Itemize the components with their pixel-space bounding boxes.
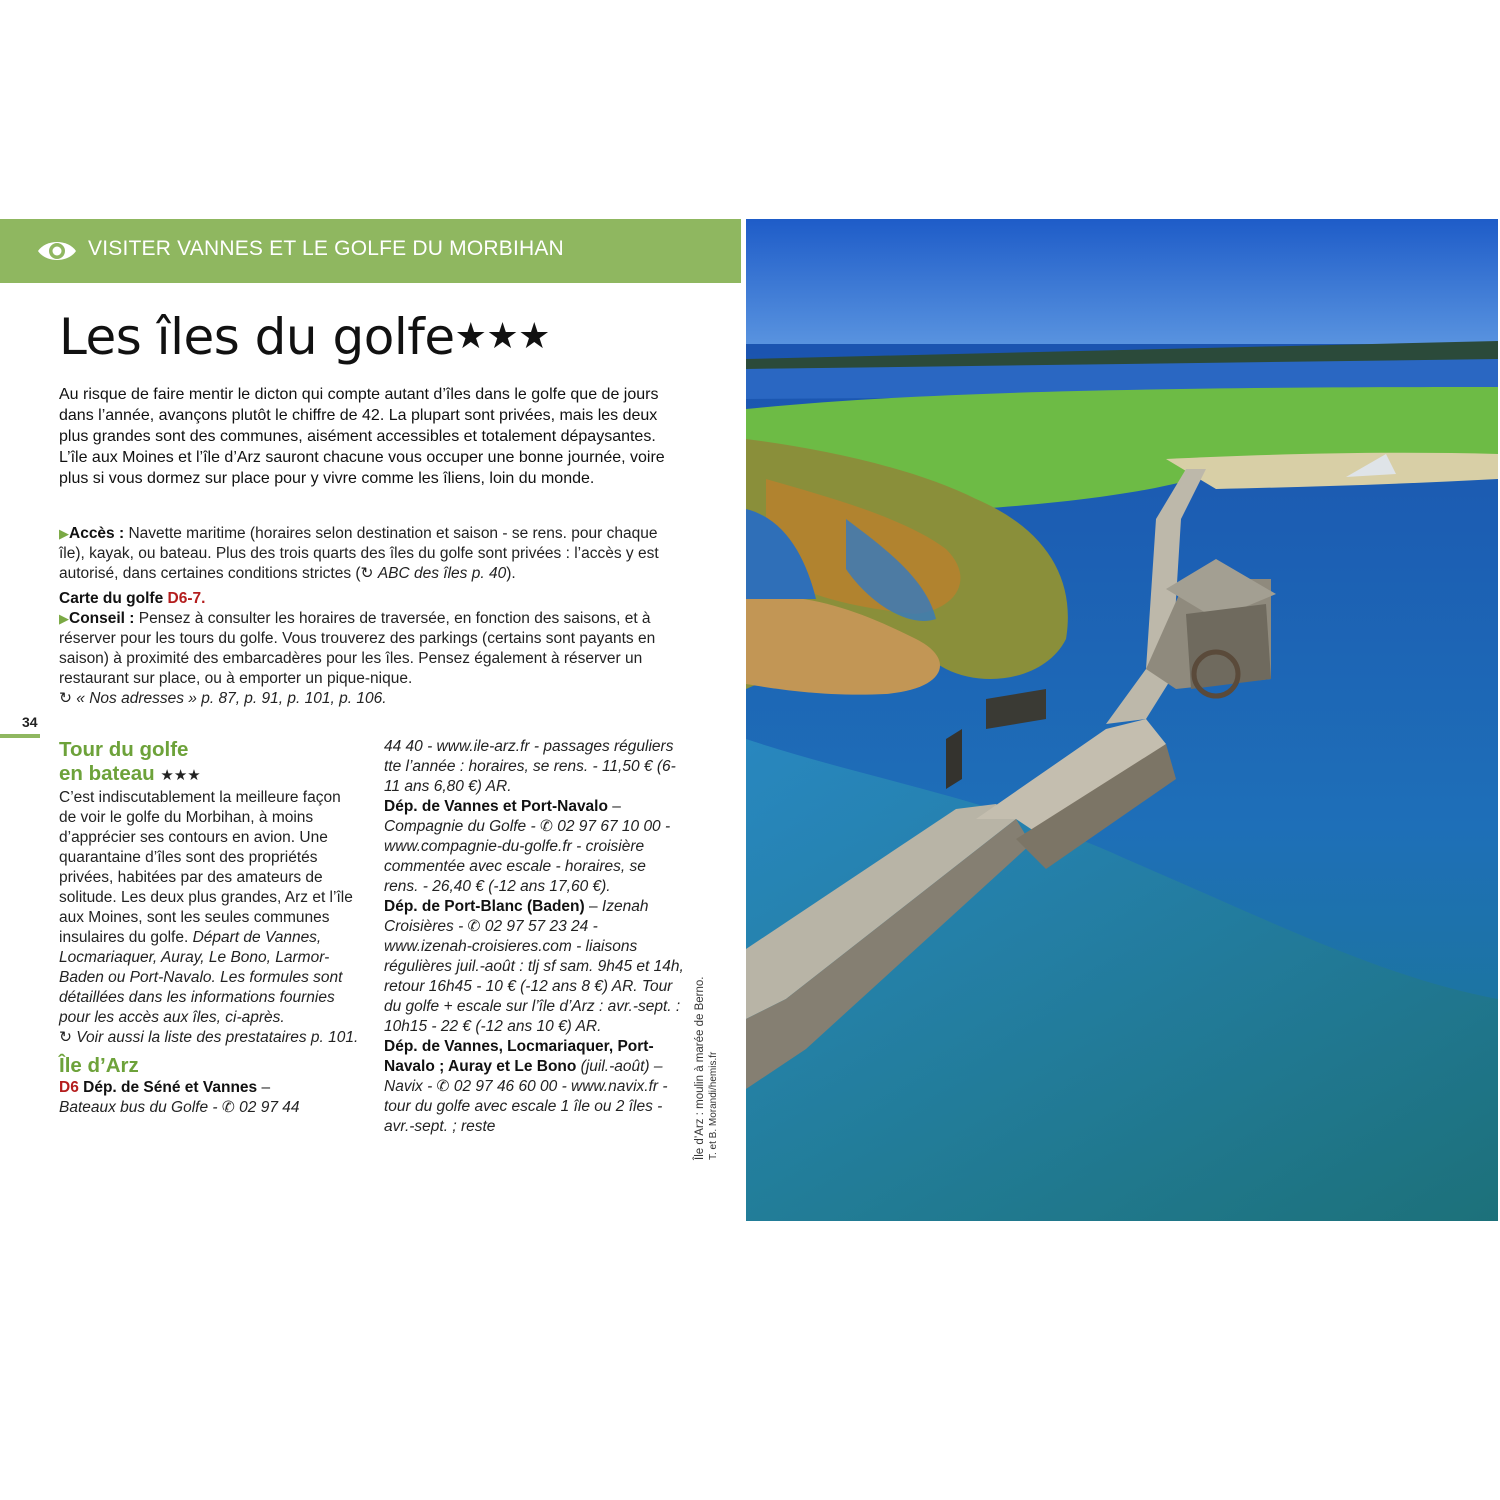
tour-body: C’est indiscutablement la meilleure façon de voir le golfe du Morbihan, à moins d’apprécier ses contours en avion. Une quarantaine d’îles sont des propriétés privées, habitées par des amateurs de solitude. Les deux plus grandes, Arz et l’île aux Moines, sont les seules communes insulaires du golfe. [59, 789, 353, 946]
acces-label: Accès : [69, 525, 125, 542]
page-title-text: Les îles du golfe [59, 308, 455, 366]
ile-arz-cont-text: 44 40 - www.ile-arz.fr - passages réguliers tte l’année : horaires, se rens. - 11,50 € (6-11 ans 6,80 €) AR. [384, 738, 676, 795]
d3-period: (juil.-août) [576, 1058, 650, 1075]
d2-text: 02 97 57 23 24 - www.izenah-croisieres.com - liaisons régulières juil.-août : tlj sf sam. 9h45 et 14h, retour 16h45 - 10 € (-12 ans 8 €) AR. Tour du golfe + escale sur l’île d’Arz : avr.-sept. : 10h15 - 22 € (-12 ans 10 €) AR. [384, 918, 684, 1035]
tour-heading [59, 738, 359, 788]
phone-icon: ✆ [436, 1078, 454, 1095]
d1-label: Dép. de Vannes et Port-Navalo [384, 798, 608, 815]
page-title [59, 308, 550, 366]
carte-ref: D6-7. [167, 590, 206, 607]
photo-ile-arz-tide-mill [746, 219, 1498, 1221]
column-right [384, 737, 684, 1137]
triangle-bullet-icon: ▶ [59, 611, 69, 626]
triangle-bullet-icon: ▶ [59, 526, 69, 541]
see-reference-icon: ↻ [59, 1029, 77, 1046]
ile-arz-dep: Dép. de Séné et Vannes [78, 1079, 258, 1096]
departure-port-blanc [384, 897, 684, 1037]
carte-label: Carte du golfe [59, 590, 168, 607]
acces-end: ). [506, 565, 516, 582]
page-number-bar [0, 734, 40, 738]
see-reference-icon: ↻ [360, 565, 378, 582]
intro-paragraph: Au risque de faire mentir le dicton qui compte autant d’îles dans le golfe que de jours dans l’année, avançons plutôt le chiffre de 42. La plupart sont privées, mais les deux plus grandes sont des communes, aisément accessibles et totalement dépaysantes. L’île aux Moines et l’île d’Arz sauront chacune vous occuper une bonne journée, voire plus si vous dormez sur place pour y vivre comme les îliens, loin du monde. [59, 386, 665, 487]
phone-icon: ✆ [539, 818, 558, 835]
section-banner [0, 219, 741, 283]
conseil-paragraph [59, 609, 679, 709]
ile-arz-heading: Île d’Arz [59, 1054, 139, 1077]
dash: – [607, 798, 621, 815]
ile-arz-company: Bateaux bus du Golfe - [59, 1099, 222, 1116]
photo-caption [693, 977, 721, 1160]
section-title: VISITER VANNES ET LE GOLFE DU MORBIHAN [88, 237, 564, 260]
eye-icon [36, 236, 78, 266]
d1-company: Compagnie du Golfe - [384, 818, 540, 835]
d1-text: 02 97 67 10 00 - www.compagnie-du-golfe.fr - croisière commentée avec escale - horaires, se rens. - 26,40 € (-12 ans 17,60 €). [384, 818, 671, 895]
conseil-text: Pensez à consulter les horaires de traversée, en fonction des saisons, et à réserver pour les tours du golfe. Vous trouverez des parkings (certains sont payants en saison) à proximité des embarcadères pour les îles. Pensez également à réserver un restaurant sur place, ou à emporter un pique-nique. [59, 610, 656, 687]
dash: – [257, 1079, 271, 1096]
tour-text [59, 788, 359, 1048]
conseil-label: Conseil : [69, 610, 135, 627]
see-reference-icon: ↻ [59, 690, 77, 707]
tour-stars: ★★★ [160, 767, 201, 784]
page-number: 34 [22, 714, 38, 730]
d3-text: 02 97 46 60 00 - www.navix.fr - tour du golfe avec escale 1 île ou 2 îles - avr.-sept. ; reste [384, 1078, 668, 1135]
carte-line [59, 589, 679, 609]
ile-arz-grid: D6 [59, 1079, 79, 1096]
dash: – [584, 898, 602, 915]
departure-navix [384, 1037, 684, 1137]
photo-credit: T. et B. Morandi/hemis.fr [708, 1051, 719, 1160]
photo-caption-text: Île d’Arz : moulin à marée de Berno. [694, 976, 706, 1160]
acces-paragraph [59, 524, 679, 584]
ile-arz-continued [384, 737, 684, 797]
rating-stars: ★★★ [454, 316, 550, 357]
tour-title-line1: Tour du golfe [59, 738, 189, 761]
d2-label: Dép. de Port-Blanc (Baden) [384, 898, 585, 915]
phone-icon: ✆ [221, 1099, 240, 1116]
aerial-photo-illustration [746, 219, 1498, 1221]
d2-company: Izenah Croisières - [384, 898, 649, 935]
tour-departures: Départ de Vannes, Locmariaquer, Auray, Le Bono, Larmor-Baden ou Port-Navalo. Les formules sont détaillées dans les informations fournies pour les accès aux îles, ci-après. [59, 929, 343, 1026]
tour-ref: Voir aussi la liste des prestataires p. 101. [76, 1029, 359, 1046]
conseil-ref: « Nos adresses » p. 87, p. 91, p. 101, p. 106. [76, 690, 387, 707]
d3-company: – Navix - [384, 1058, 663, 1095]
ile-arz-text [59, 1078, 359, 1118]
ile-arz-phone: 02 97 44 [239, 1099, 300, 1116]
phone-icon: ✆ [467, 918, 485, 935]
tour-title-line2: en bateau [59, 762, 155, 785]
acces-text: Navette maritime (horaires selon destination et saison - se rens. pour chaque île), kayak, ou bateau. Plus des trois quarts des îles du golfe sont privées : l’accès y est autorisé, dans certaines conditions strictes ( [59, 525, 659, 582]
column-left [59, 738, 359, 1118]
departure-vannes-port-navalo [384, 797, 684, 897]
acces-ref: ABC des îles p. 40 [377, 565, 507, 582]
d3-label: Dép. de Vannes, Locmariaquer, Port-Navalo ; Auray et Le Bono [384, 1038, 654, 1075]
